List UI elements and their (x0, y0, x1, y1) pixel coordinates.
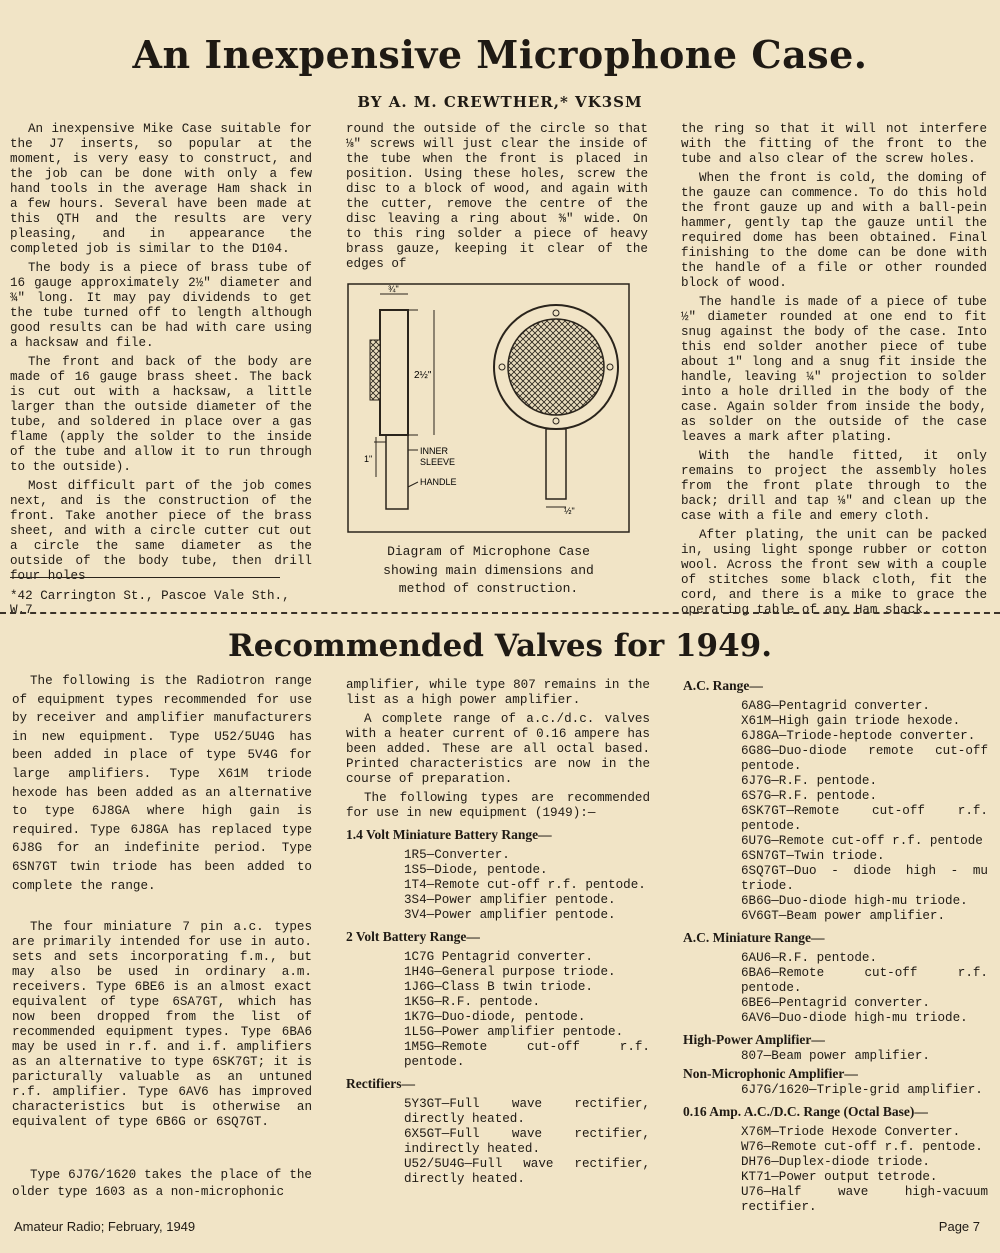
front-view-handle (546, 429, 566, 499)
caption-line: showing main dimensions and (383, 562, 594, 578)
paragraph: The handle is made of a piece of tube ½" diameter rounded at one end to fit snug against the body of the case. Into this end solder another piece of tube about 1" long and a snug fit inside the handle, leaving ¼" projection to solder into a hole drilled in the body of the case. Again solder from inside the body, as solder on the outside of the case leaves a mark after plating. (681, 295, 987, 444)
valve-list (683, 951, 988, 1026)
paragraph: the ring so that it will not interfere with the fitting of the front to the tube and also clear of the screw holes. (681, 122, 987, 166)
range-heading: High-Power Amplifier— (683, 1032, 825, 1047)
valve-item: 3S4—Power amplifier pentode. (404, 893, 616, 907)
paragraph: The following types are recommended for use in new equipment (1949):— (346, 791, 650, 820)
paragraph: The following is the Radiotron range of equipment types recommended for use by receiver and amplifier manufacturers in new equipment. Type U52/5U4G has been added in place of type 5V4G for large amplifiers. Type X61M triode hexode has been added as an alternative to type 6J8GA where high gain is required. Type 6J8GA has replaced type 6J8G for an indefinite period. Type 6SN7GT twin triode has been added to complete the range. (12, 674, 312, 893)
label-inner: INNER (420, 446, 449, 456)
paragraph: Type 6J7G/1620 takes the place of the older type 1603 as a non-microphonic (12, 1168, 312, 1199)
footer-page-number: Page 7 (938, 1219, 980, 1234)
valve-list (346, 950, 650, 1070)
article2-column-3 (683, 678, 988, 1221)
dim-height-label: 2½" (414, 370, 432, 381)
diagram-border (348, 284, 629, 532)
valve-item: 6G8G—Duo-diode remote cut-off pentode. (741, 744, 988, 773)
range-heading: Rectifiers— (346, 1076, 415, 1091)
microphone-case-diagram (346, 282, 631, 534)
valve-item: 6S7G—R.F. pentode. (741, 789, 878, 803)
valve-item: 6SQ7GT—Duo - diode high - mu triode. (741, 864, 988, 893)
side-view-handle (386, 435, 408, 509)
article2-column-2 (346, 678, 650, 1193)
article2-column-1c (12, 1167, 312, 1205)
paragraph: The four miniature 7 pin a.c. types are primarily intended for use in auto. sets and sets incorporating f.m., but may also be used in ordinary a.m. receivers. Type 6BE6 is an almost exact equivalent of type 6SA7GT, which has now been dropped from the list of recommended equipment types. Type 6BA6 may be used in r.f. and i.f. amplifiers as an alternative to type 6SK7GT; it is paricturally valuable as an untuned r.f. amplifier. Type 6AV6 has improved characteristics but is otherwise an equivalent of type 6B6G or 6SQ7GT. (12, 920, 312, 1129)
valve-list (683, 699, 988, 924)
article2-title: Recommended Valves for 1949. (227, 628, 773, 664)
valve-item: 3V4—Power amplifier pentode. (404, 908, 616, 922)
article-byline: BY A. M. CREWTHER,* VK3SM (357, 93, 643, 111)
section-divider (0, 612, 1000, 614)
valve-item: 1L5G—Power amplifier pentode. (404, 1025, 624, 1039)
valve-item: 1T4—Remote cut-off r.f. pentode. (404, 878, 646, 892)
valve-item: KT71—Power output tetrode. (741, 1170, 938, 1184)
article1-column-2 (346, 122, 648, 276)
paragraph: With the handle fitted, it only remains to project the assembly holes from the front plate through to the back; drill and tap ⅛" and clean up the case with a file and emery cloth. (681, 449, 987, 523)
label-sleeve: SLEEVE (420, 457, 456, 467)
valve-item: 6X5GT—Full wave rectifier, indirectly heated. (404, 1127, 650, 1156)
valve-item: 6J7G—R.F. pentode. (741, 774, 878, 788)
valve-item: 1S5—Diode, pentode. (404, 863, 548, 877)
range-heading: 1.4 Volt Miniature Battery Range— (346, 827, 552, 842)
range-heading: Non-Microphonic Amplifier— (683, 1066, 858, 1081)
valve-item: 6SN7GT—Twin triode. (741, 849, 885, 863)
valve-list (346, 848, 650, 923)
valve-list (683, 1049, 988, 1064)
valve-item: 6BA6—Remote cut-off r.f. pentode. (741, 966, 988, 995)
side-view-body (380, 310, 408, 435)
valve-item: 6U7G—Remote cut-off r.f. pentode (741, 834, 983, 848)
valve-item: 6B6G—Duo-diode high-mu triode. (741, 894, 968, 908)
valve-item: W76—Remote cut-off r.f. pentode. (741, 1140, 983, 1154)
valve-item: 6BE6—Pentagrid converter. (741, 996, 930, 1010)
footnote-rule (10, 577, 280, 578)
paragraph: After plating, the unit can be packed in, using light sponge rubber or cotton wool. Across the front sew with a couple of stitches some black cloth, fit the cord, and there is a mike to grace the operating table of any Ham shack. (681, 528, 987, 617)
paragraph: When the front is cold, the doming of the gauze can commence. To do this hold the front gauze up and with a ball-pein hammer, gently tap the gauze until the required dome has been obtained. Final finishing to the dome can be done with the handle of a file or other rounded block of wood. (681, 171, 987, 290)
front-view-gauze (508, 319, 604, 415)
label-handle: HANDLE (420, 477, 457, 487)
range-heading: A.C. Miniature Range— (683, 930, 825, 945)
range-heading: A.C. Range— (683, 678, 763, 693)
valve-item: 6AU6—R.F. pentode. (741, 951, 878, 965)
valve-item: 1C7G Pentagrid converter. (404, 950, 593, 964)
paragraph: amplifier, while type 807 remains in the list as a high power amplifier. (346, 678, 650, 707)
valve-item: U76—Half wave high-vacuum rectifier. (741, 1185, 988, 1214)
valve-item: 1M5G—Remote cut-off r.f. pentode. (404, 1040, 650, 1069)
caption-line: method of construction. (398, 581, 579, 596)
range-heading: 0.16 Amp. A.C./D.C. Range (Octal Base)— (683, 1104, 928, 1119)
paragraph: The front and back of the body are made of 16 gauge brass sheet. The back is cut out with a hacksaw, a little larger than the outside diameter of the tube, and soldered in place over a gas flame (apply the solder to the inside of the tube and allow it to run through to the outside). (10, 355, 312, 474)
valve-item: U52/5U4G—Full wave rectifier, directly heated. (404, 1157, 650, 1186)
valve-item: 1K7G—Duo-diode, pentode. (404, 1010, 586, 1024)
valve-item: 6AV6—Duo-diode high-mu triode. (741, 1011, 968, 1025)
valve-item: 6V6GT—Beam power amplifier. (741, 909, 946, 923)
paragraph: A complete range of a.c./d.c. valves with a heater current of 0.16 ampere has been added. These are all octal based. Printed characteristics are now in the course of preparation. (346, 712, 650, 786)
valve-item: X76M—Triode Hexode Converter. (741, 1125, 961, 1139)
valve-item: 6J7G/1620—Triple-grid amplifier. (741, 1083, 983, 1097)
article1-column-1 (10, 122, 312, 588)
dim-handle-label: ½" (564, 506, 575, 516)
footnote: *42 Carrington St., Pascoe Vale Sth., W.7 (10, 589, 290, 617)
valve-item: DH76—Duplex-diode triode. (741, 1155, 930, 1169)
dim-small-label: 1" (364, 454, 373, 464)
article-title: An Inexpensive Microphone Case. (132, 32, 868, 77)
dim-width-label: ¾" (388, 284, 399, 294)
footer-publication: Amateur Radio; February, 1949 (14, 1219, 196, 1234)
diagram-caption (346, 543, 631, 599)
paragraph: The body is a piece of brass tube of 16 gauge approximately 2½" diameter and ¾" long. It may pay dividends to get the tube turned off to length although good results can be had with care using a hacksaw and file. (10, 261, 312, 350)
valve-item: 1K5G—R.F. pentode. (404, 995, 541, 1009)
valve-item: 807—Beam power amplifier. (741, 1049, 930, 1063)
caption-line: Diagram of Microphone Case (387, 544, 590, 559)
valve-list (683, 1125, 988, 1215)
valve-item: 1R5—Converter. (404, 848, 510, 862)
range-heading: 2 Volt Battery Range— (346, 929, 480, 944)
article1-column-3 (681, 122, 987, 622)
valve-item: 1H4G—General purpose triode. (404, 965, 616, 979)
paragraph: Most difficult part of the job comes next, and is the construction of the front. Take another piece of the brass sheet, and with a circle cutter cut out a circle the same diameter as the outside of the body tube, then drill four holes (10, 479, 312, 583)
valve-item: 6SK7GT—Remote cut-off r.f. pentode. (741, 804, 988, 833)
valve-item: 6J8GA—Triode-heptode converter. (741, 729, 976, 743)
diagram-svg (346, 282, 631, 534)
valve-item: 5Y3GT—Full wave rectifier, directly heated. (404, 1097, 650, 1126)
article2-column-1b (12, 920, 312, 1134)
valve-list (346, 1097, 650, 1187)
paragraph: An inexpensive Mike Case suitable for the J7 inserts, so popular at the moment, is very easy to construct, and the job can be done with only a few hand tools in the average Ham shack in a few hours. Several have been made at this QTH and the results are very pleasing, and in appearance the completed job is similar to the D104. (10, 122, 312, 256)
valve-list (683, 1083, 988, 1098)
valve-item: 6A8G—Pentagrid converter. (741, 699, 930, 713)
side-view-gauze (370, 340, 380, 400)
valve-item: 1J6G—Class B twin triode. (404, 980, 593, 994)
valve-item: X61M—High gain triode hexode. (741, 714, 961, 728)
paragraph: round the outside of the circle so that ⅛" screws will just clear the inside of the tube when the front is placed in position. Using these holes, screw the disc to a block of wood, and again with the cutter, remove the centre of the disc leaving a ring about ⅜" wide. On to this ring solder a piece of heavy brass gauze, keeping it clear of the edges of (346, 122, 648, 271)
article2-column-1a (12, 672, 312, 899)
